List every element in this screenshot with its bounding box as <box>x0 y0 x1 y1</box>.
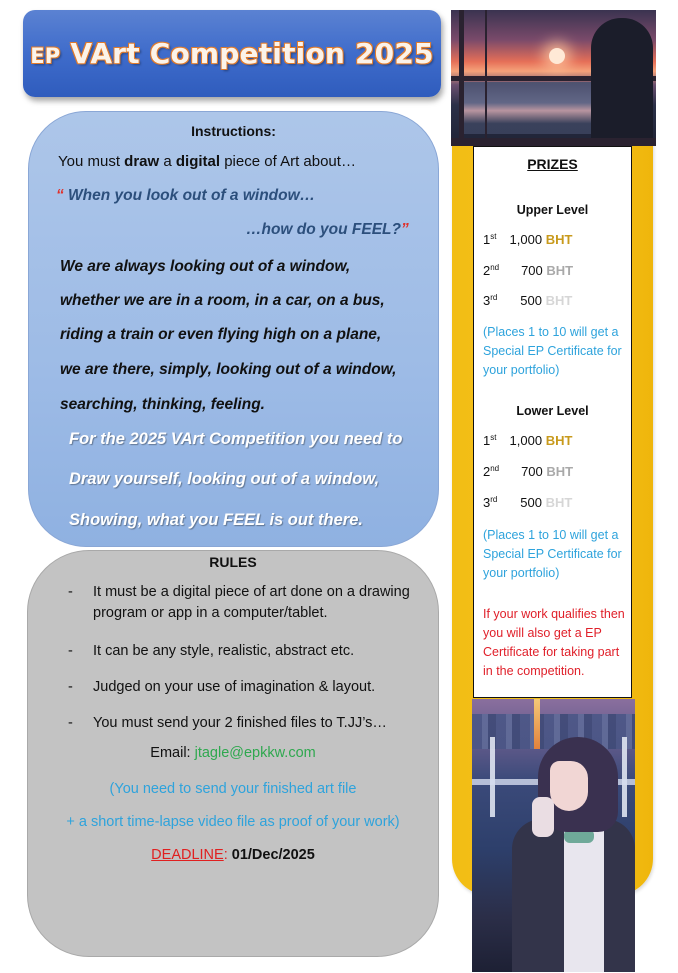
page-title <box>30 37 433 70</box>
rule-item <box>68 677 426 698</box>
rule-text: Judged on your use of imagination & layout. <box>93 679 376 695</box>
deadline-colon: : <box>223 847 228 863</box>
title-banner <box>23 10 441 97</box>
window-sill <box>451 138 656 146</box>
place-suffix: st <box>490 433 497 442</box>
rule-dash: - <box>68 715 73 731</box>
intro-text: You must <box>58 153 125 170</box>
quote-text-2: …how do you FEEL? <box>246 221 401 238</box>
poem-line: riding a train or even flying high on a plane, <box>60 326 382 343</box>
rule-item <box>68 641 426 662</box>
prize-row-upper-3 <box>483 293 572 308</box>
intro-bold-digital: digital <box>175 153 221 170</box>
sun <box>549 48 565 64</box>
poem-line: We are always looking out of a window, <box>60 258 351 275</box>
place-suffix: nd <box>490 464 500 473</box>
prize-amount: 700 <box>521 464 543 479</box>
instructions-intro <box>58 153 356 170</box>
task-line: For the 2025 VArt Competition you need to <box>69 430 403 448</box>
prize-amount: 1,000 <box>509 433 543 448</box>
currency-silver: BHT <box>546 464 574 479</box>
prize-amount: 700 <box>521 263 543 278</box>
quote-line-2 <box>246 221 409 239</box>
rules-heading: RULES <box>209 554 257 570</box>
rule-dash: - <box>68 679 73 695</box>
email-line <box>28 745 438 761</box>
place-number: 3 <box>483 293 491 308</box>
rule-item <box>68 713 426 734</box>
place-suffix: rd <box>490 293 498 302</box>
currency-bronze: BHT <box>545 293 573 308</box>
instructions-heading: Instructions: <box>191 123 276 139</box>
rule-text: It must be a digital piece of art done on a drawing program or app in a computer/tablet. <box>93 584 410 621</box>
prize-amount: 500 <box>520 293 542 308</box>
place-number: 1 <box>483 433 491 448</box>
currency-gold: BHT <box>545 232 573 247</box>
rule-item <box>68 582 426 624</box>
prize-amount: 500 <box>520 495 542 510</box>
place-suffix: rd <box>490 495 498 504</box>
email-label: Email: <box>150 745 195 761</box>
level-title-upper: Upper Level <box>516 203 589 217</box>
anime-girl-window-illustration <box>472 699 635 972</box>
person-silhouette <box>591 18 653 146</box>
place-suffix: st <box>490 232 497 241</box>
poem-line: searching, thinking, feeling. <box>60 396 265 413</box>
instructions-box <box>28 111 439 547</box>
window-frame <box>459 10 464 146</box>
currency-bronze: BHT <box>545 495 573 510</box>
title-main: VArt Competition 2025 <box>70 37 434 70</box>
bridge-pillar <box>622 737 627 817</box>
title-prefix: EP <box>30 44 61 68</box>
rule-dash: - <box>68 643 73 659</box>
quote-close-mark: ” <box>401 221 409 238</box>
rule-text: You must send your 2 finished files to T.JJ’s… <box>93 715 387 731</box>
sunset-window-illustration <box>451 10 656 146</box>
intro-text: a <box>159 153 176 170</box>
place-number: 2 <box>483 263 491 278</box>
place-number: 1 <box>483 232 491 247</box>
certificate-note-upper: (Places 1 to 10 will get a Special EP Certificate for your portfolio) <box>483 325 622 377</box>
note-line: (You need to send your finished art file <box>109 781 357 797</box>
prize-row-upper-2 <box>483 263 573 278</box>
currency-silver: BHT <box>546 263 574 278</box>
place-number: 2 <box>483 464 491 479</box>
tokyo-tower <box>534 699 540 749</box>
note-line: + a short time-lapse video file as proof of your work) <box>66 814 400 830</box>
task-line: Showing, what you FEEL is out there. <box>69 511 363 529</box>
prizes-title: PRIZES <box>527 156 578 172</box>
intro-bold-draw: draw <box>124 153 160 170</box>
poem-line: we are there, simply, looking out of a window, <box>60 361 397 378</box>
certificate-note-lower: (Places 1 to 10 will get a Special EP Certificate for your portfolio) <box>483 528 622 580</box>
place-suffix: nd <box>490 263 500 272</box>
quote-text-1: When you look out of a window… <box>63 187 316 204</box>
prize-row-lower-2 <box>483 464 573 479</box>
girl-hand <box>532 797 554 837</box>
quote-line-1 <box>56 187 315 205</box>
prizes-panel <box>473 146 632 698</box>
rule-dash: - <box>68 584 73 600</box>
email-link[interactable]: jtagle@epkkw.com <box>194 745 316 761</box>
level-title-lower: Lower Level <box>516 404 589 418</box>
girl-face <box>550 761 588 811</box>
intro-text: piece of Art about… <box>220 153 356 170</box>
deadline-line <box>28 847 438 863</box>
quote-open-mark: “ <box>56 187 64 204</box>
rules-box <box>27 550 439 957</box>
prize-row-upper-1 <box>483 232 572 247</box>
window-frame <box>485 10 487 146</box>
currency-gold: BHT <box>545 433 573 448</box>
deadline-value: 01/Dec/2025 <box>227 847 315 863</box>
place-number: 3 <box>483 495 491 510</box>
bridge-pillar <box>490 737 495 817</box>
prize-row-lower-1 <box>483 433 572 448</box>
qualify-note: If your work qualifies then you will also get a EP Certificate for taking part in the competition. <box>483 607 625 678</box>
task-line: Draw yourself, looking out of a window, <box>69 470 380 488</box>
rule-text: It can be any style, realistic, abstract etc. <box>93 643 355 659</box>
deadline-label: DEADLINE <box>151 847 224 863</box>
prize-row-lower-3 <box>483 495 572 510</box>
girl-shirt <box>564 824 604 972</box>
poem-line: whether we are in a room, in a car, on a bus, <box>60 292 385 309</box>
prize-amount: 1,000 <box>509 232 543 247</box>
